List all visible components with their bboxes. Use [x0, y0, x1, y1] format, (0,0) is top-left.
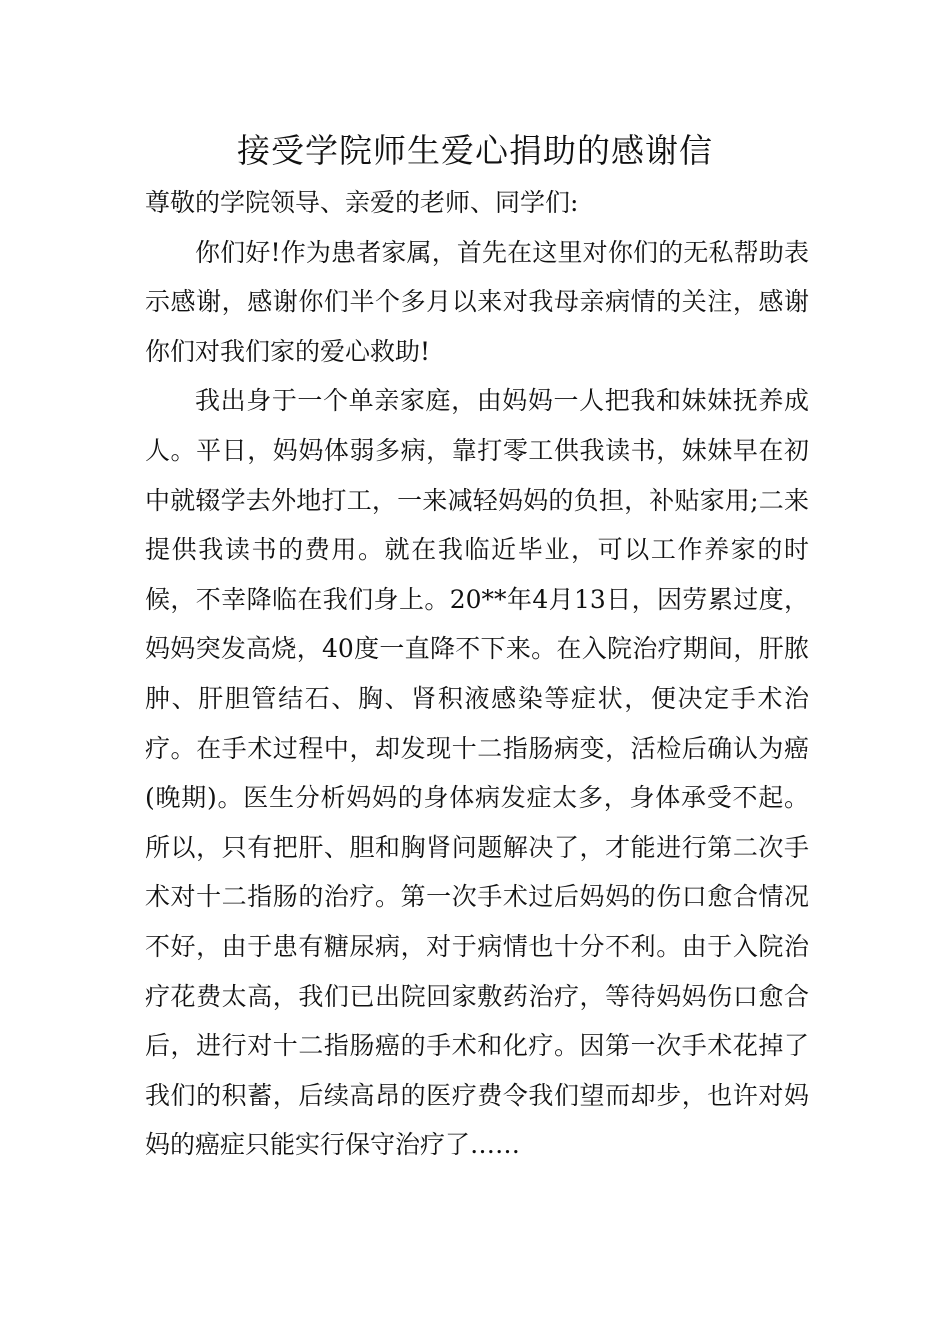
salutation: 尊敬的学院领导、亲爱的老师、同学们:	[145, 188, 579, 217]
document-title: 接受学院师生爱心捐助的感谢信	[237, 131, 713, 170]
paragraph-greeting: 你们好!作为患者家属，首先在这里对你们的无私帮助表示感谢，感谢你们半个多月以来对我母亲病情的关注，感谢你们对我们家的爱心救助!	[145, 237, 809, 366]
paragraph-family-story: 我出身于一个单亲家庭，由妈妈一人把我和妹妹抚养成人。平日，妈妈体弱多病，靠打零工供我读书，妹妹早在初中就辍学去外地打工，一来减轻妈妈的负担，补贴家用;二来提供我读书的费用。就在我临近毕业，可以工作养家的时候，不幸降临在我们身上。20**年4月13日，因劳累过度，妈妈突发高烧，40度一直降不下来。在入院治疗期间，肝脓肿、肝胆管结石、胸、肾积液感染等症状，便决定手术治疗。在手术过程中，却发现十二指肠病变，活检后确认为癌(晚期)。医生分析妈妈的身体病发症太多，身体承受不起。所以，只有把肝、胆和胸肾问题解决了，才能进行第二次手术对十二指肠的治疗。第一次手术过后妈妈的伤口愈合情况不好，由于患有糖尿病，对于病情也十分不利。由于入院治疗花费太高，我们已出院回家敷药治疗，等待妈妈伤口愈合后，进行对十二指肠癌的手术和化疗。因第一次手术花掉了我们的积蓄，后续高昂的医疗费令我们望而却步，也许对妈妈的癌症只能实行保守治疗了……	[145, 386, 809, 1160]
letter-body	[145, 178, 809, 1170]
